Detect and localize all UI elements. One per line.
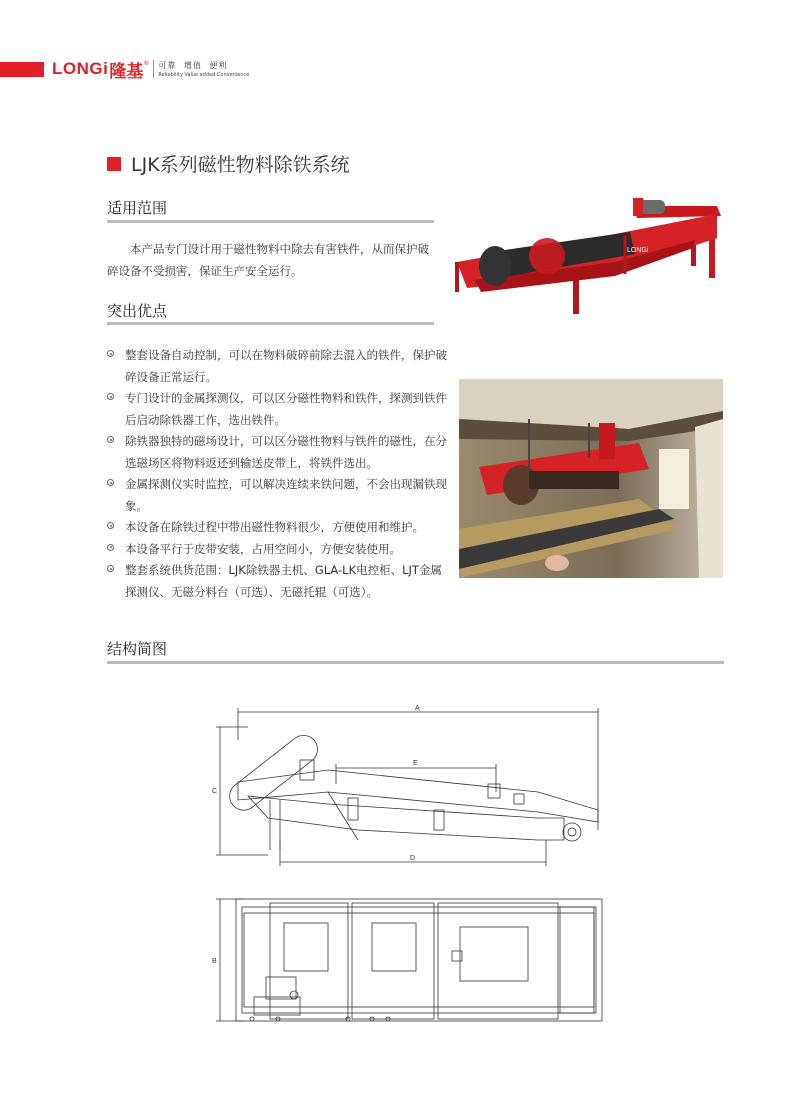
section-divider [107, 322, 434, 325]
slogan-english: Reliability Value added Convenience [158, 72, 250, 78]
page-title-text: LJK系列磁性物料除铁系统 [131, 154, 350, 176]
feature-text: 整套设备自动控制，可以在物料破碎前除去混入的铁件，保护破碎设备正常运行。 [125, 348, 447, 384]
registered-mark: ® [143, 60, 150, 67]
bullet-icon [107, 393, 114, 400]
top-view-diagram [208, 893, 608, 1028]
section-divider [107, 220, 434, 223]
logo-slogan [158, 60, 249, 78]
bullet-icon [107, 565, 114, 572]
feature-list [107, 345, 447, 603]
feature-text: 本设备在除铁过程中带出磁性物料很少，方便使用和维护。 [125, 520, 424, 534]
dimension-label-e: E [413, 760, 418, 767]
dimension-label-a: A [415, 705, 420, 712]
list-item [107, 345, 447, 388]
bullet-icon [107, 479, 114, 486]
logo-separator [153, 60, 154, 78]
feature-text: 专门设计的金属探测仪，可以区分磁性物料和铁件，探测到铁件后启动除铁器工作，选出铁件。 [125, 391, 447, 427]
list-item [107, 560, 447, 603]
logo-chinese: 隆基 [109, 61, 144, 82]
title-marker [107, 157, 121, 171]
bullet-icon [107, 350, 114, 357]
feature-text: 整套系统供货范围：LJK除铁器主机、GLA-LK电控柜、LJT金属探测仪、无磁分料台（可选）、无磁托辊（可选）。 [125, 563, 442, 599]
feature-text: 除铁器独特的磁场设计，可以区分磁性物料与铁件的磁性，在分选磁场区将物料返还到输送皮带上，将铁件选出。 [125, 434, 447, 470]
section-divider [107, 661, 724, 664]
intro-paragraph [107, 238, 432, 282]
company-logo[interactable] [52, 58, 249, 80]
list-item [107, 474, 447, 517]
side-view-diagram [208, 700, 608, 875]
list-item [107, 388, 447, 431]
slogan-chinese: 可靠 增值 便利 [158, 61, 228, 70]
page-title [107, 150, 350, 177]
photo-logo-label: LONGi [627, 247, 649, 254]
installation-photo [459, 379, 723, 578]
list-item [107, 431, 447, 474]
section-heading-advantages: 突出优点 [107, 302, 168, 320]
intro-text: 本产品专门设计用于磁性物料中除去有害铁件，从而保护破碎设备不受损害，保证生产安全运行。 [107, 242, 429, 278]
dimension-label-c: C [212, 788, 218, 795]
product-photo [455, 192, 727, 317]
section-heading-structure: 结构简图 [107, 640, 168, 658]
feature-text: 金属探测仪实时监控，可以解决连续来铁问题，不会出现漏铁现象。 [125, 477, 447, 513]
feature-text: 本设备平行于皮带安装，占用空间小，方便安装使用。 [125, 541, 401, 556]
header-red-bar [0, 62, 44, 77]
list-item [107, 517, 447, 539]
bullet-icon [107, 544, 114, 551]
list-item [107, 539, 447, 561]
dimension-label-b: B [212, 958, 217, 965]
bullet-icon [107, 522, 114, 529]
logo-english: LONGi [52, 59, 109, 78]
bullet-icon [107, 436, 114, 443]
dimension-label-d: D [410, 855, 416, 862]
section-heading-scope: 适用范围 [107, 199, 168, 217]
